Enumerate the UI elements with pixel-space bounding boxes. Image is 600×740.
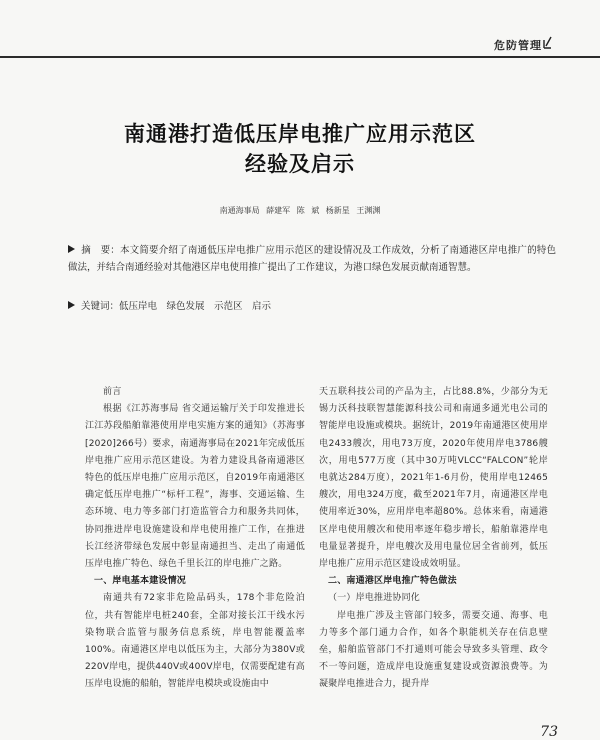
left-paragraph-1: 根据《江苏海事局 省交通运输厅关于印发推进长江江苏段船舶靠港使用岸电实施方案的通知》（苏海事[2020]266号）要求，南通海事局在2021年完成低压岸电推广应用示范区建设。为着力建设具备南通港区特色的低压岸电推广应用示范区，自2019年南通港区确定低压岸电推广“标杆工程”，海事、交通运输、生态环境、电力等多部门打造监管合力和服务共同体，协同推进岸电设施建设和岸电使用推广工作，在推进长江经济带绿色发展中彰显南通担当、走出了南通低压岸电推广特色、绿色千里长江的岸电推广之路。 <box>85 404 305 570</box>
article-title-line-1: 南通港打造低压岸电推广应用示范区 <box>124 122 476 146</box>
abstract-label: 摘 要： <box>81 245 120 256</box>
preface-heading: 前言 <box>103 387 122 397</box>
page-number: 73 <box>540 724 558 740</box>
bullet-triangle-icon <box>68 301 75 309</box>
keywords-label: 关键词： <box>81 301 120 312</box>
abstract-block <box>68 242 556 276</box>
keywords-terms: 低压岸电 绿色发展 示范区 启示 <box>119 301 272 312</box>
subsection-1-heading: （一）岸电推进协同化 <box>328 593 421 604</box>
abstract-text: 本文简要介绍了南通低压岸电推广应用示范区的建设情况及工作成效，分析了南通港区岸电推广的特色做法，并结合南通经验对其他港区岸电使用推广提出了工作建议，为港口绿色发展贡献南通智慧。 <box>68 245 556 273</box>
right-paragraph-1: 天五联科技公司的产品为主，占比88.8%，少部分为无锡力沃科技联智慧能源科技公司和南通多通光电公司的智能岸电设施或模块。据统计，2019年南通港区使用岸电2433艘次，用电73万度，2020年使用岸电3786艘次，用电577万度（其中30万吨VLCC“FALCON”轮岸电就达284万度），2021年1-6月份，使用岸电12465艘次，用电324万度，截至2021年7月，南通港区岸电使用率近30%，应用岸电率超80%。总体来看，南通港区岸电使用艘次和使用率逐年稳步增长，船舶靠港岸电电量显著提升，岸电艘次及用电量位居全省前列，低压岸电推广应用示范区建设成效明显。 <box>319 387 548 570</box>
keywords-block <box>68 300 556 314</box>
right-paragraph-2: 岸电推广涉及主管部门较多，需要交通、海事、电力等多个部门通力合作，如各个职能机关存在信息壁垒，船舶监管部门不打通则可能会导致多头管理、政令不一等问题，造成岸电设施重复建设或资源浪费等。为凝聚岸电推进合力，提升岸 <box>319 610 548 690</box>
left-column <box>85 384 305 694</box>
article-title-line-2: 经验及启示 <box>245 152 355 176</box>
section-1-heading: 一、岸电基本建设情况 <box>94 576 187 587</box>
section-2-heading: 二、南通港区岸电推广特色做法 <box>328 576 457 587</box>
bullet-triangle-icon <box>68 245 75 253</box>
pen-mark-icon <box>543 36 552 49</box>
author-line: 南通海事局 薛建军 陈 斌 杨新星 王渊渊 <box>219 206 381 215</box>
right-column <box>319 384 548 694</box>
left-paragraph-2: 南通共有72家非危险品码头，178个非危险泊位，共有智能岸电桩240套，全部对接长江干线水污染物联合监管与服务信息系统，岸电智能覆盖率100%。南通港区岸电以低压为主，大部分为380V或220V岸电，提供440V或400V岸电，仅需要配建有高压岸电设施的船舶，智能岸电模块或设施由中 <box>85 593 305 690</box>
header-rule <box>0 56 600 58</box>
section-tag: 危防管理 <box>494 39 542 52</box>
